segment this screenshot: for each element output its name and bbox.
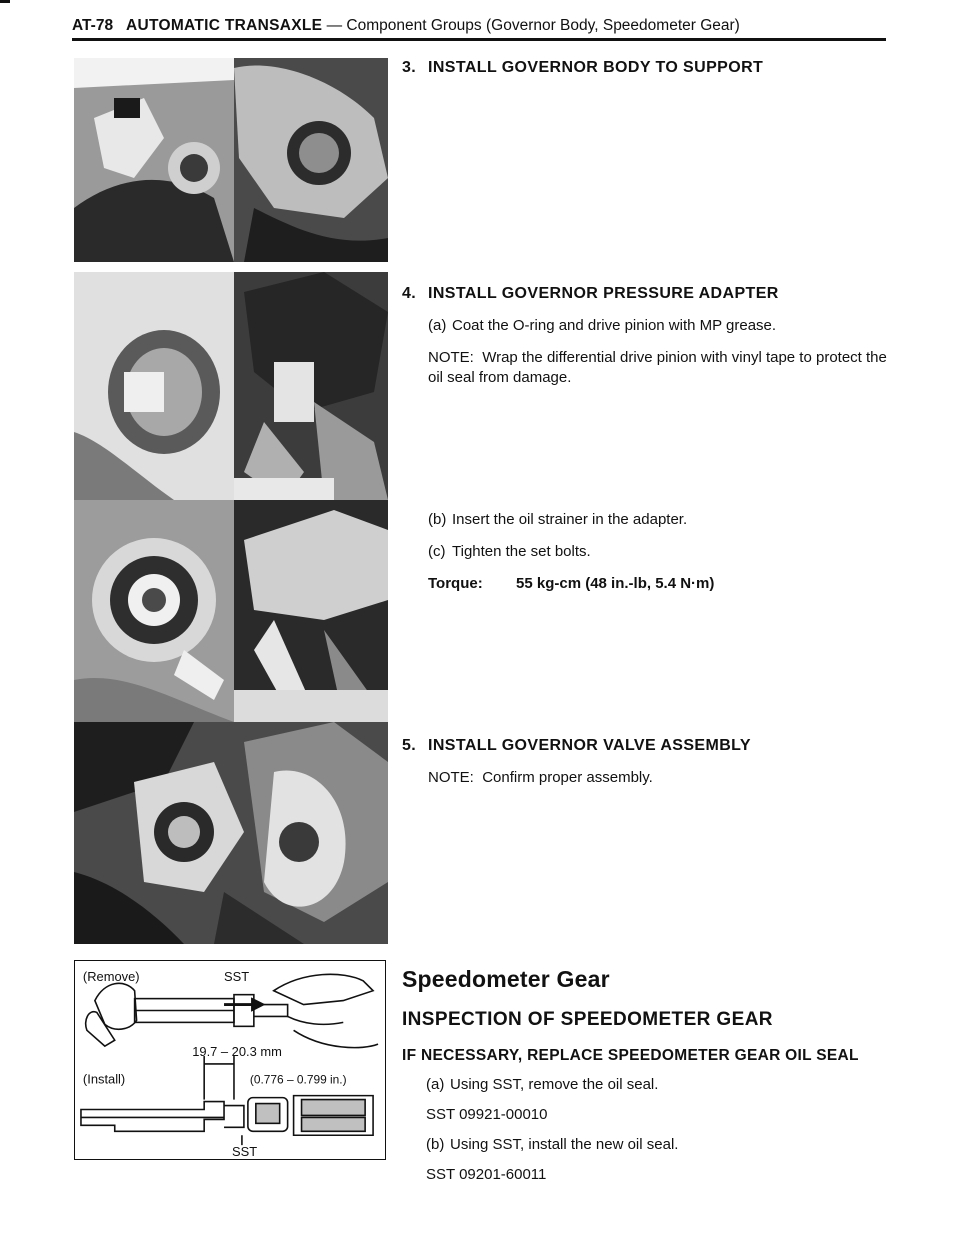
speedometer-step-a-label: (a): [426, 1076, 445, 1093]
diagram-dimension-mm: 19.7 – 20.3 mm: [192, 1044, 282, 1060]
step-5-note-text: Confirm proper assembly.: [482, 769, 653, 786]
speedometer-sst-a: SST 09921-00010: [426, 1106, 548, 1123]
step-4c-text: Tighten the set bolts.: [452, 543, 591, 560]
step-4b-text: Insert the oil strainer in the adapter.: [452, 511, 688, 528]
diagram-remove-label: (Remove): [82, 968, 140, 984]
speedometer-subtitle: INSPECTION OF SPEEDOMETER GEAR: [402, 1009, 773, 1030]
speedometer-title: Speedometer Gear: [402, 966, 610, 992]
step-4b: [428, 510, 892, 530]
step-5-title: INSTALL GOVERNOR VALVE ASSEMBLY: [428, 737, 751, 754]
step-3: [402, 58, 892, 78]
step-4a-text: Coat the O-ring and drive pinion with MP grease.: [452, 317, 777, 334]
speedometer-step-b-text: Using SST, install the new oil seal.: [450, 1136, 679, 1153]
step-3-title: INSTALL GOVERNOR BODY TO SUPPORT: [428, 59, 764, 76]
speedometer-step-a: [426, 1075, 892, 1095]
step-4a: [428, 316, 892, 336]
corner-mark: [0, 0, 10, 3]
header-rule: [72, 38, 886, 41]
subsection-title: Component Groups (Governor Body, Speedometer Gear): [346, 17, 740, 34]
step-4-note-label: NOTE:: [428, 349, 474, 366]
torque-value: 55 kg-cm (48 in.-lb, 5.4 N·m): [516, 575, 715, 592]
photo-pressure-adapter: [74, 272, 388, 500]
diagram-dimension-in: (0.776 – 0.799 in.): [249, 1072, 347, 1087]
speedometer-step-b-label: (b): [426, 1136, 445, 1153]
step-4-torque: [428, 574, 892, 594]
page-header: [72, 16, 884, 36]
page-code: AT-78: [72, 17, 114, 34]
step-4-note: [428, 348, 892, 388]
step-5: [402, 736, 892, 788]
step-4: [402, 284, 892, 388]
photo-governor-body-support: [74, 58, 388, 262]
speedometer-step-a-text: Using SST, remove the oil seal.: [450, 1076, 659, 1093]
step-4-heading: [402, 284, 892, 304]
step-3-heading: [402, 58, 892, 78]
header-dash: —: [326, 17, 343, 34]
speedometer-sst-b: SST 09201-60011: [426, 1166, 547, 1183]
step-4b-label: (b): [428, 511, 447, 528]
step-4-note-text: Wrap the differential drive pinion with vinyl tape to protect the oil seal from damage.: [428, 349, 887, 386]
speedometer-instruction: IF NECESSARY, REPLACE SPEEDOMETER GEAR OIL SEAL: [402, 1047, 859, 1064]
photo-oil-strainer: [74, 500, 388, 722]
diagram-sst-top-label: SST: [224, 968, 250, 984]
step-4c: [428, 542, 892, 562]
torque-label: Torque:: [428, 575, 483, 592]
step-5-number: 5.: [402, 737, 417, 754]
step-5-note: [428, 768, 892, 788]
speedometer-oil-seal-diagram: [74, 960, 386, 1160]
step-4-continued: [402, 510, 892, 594]
diagram-install-label: (Install): [82, 1071, 126, 1087]
diagram-sst-bottom-label: SST: [231, 1144, 258, 1159]
step-3-number: 3.: [402, 59, 417, 76]
step-5-heading: [402, 736, 892, 756]
speedometer-section: [402, 966, 892, 1185]
photo-governor-valve: [74, 722, 388, 944]
header-text: [72, 16, 884, 36]
step-5-note-label: NOTE:: [428, 769, 474, 786]
step-4-title: INSTALL GOVERNOR PRESSURE ADAPTER: [428, 285, 779, 302]
step-4c-label: (c): [428, 543, 446, 560]
section-title: AUTOMATIC TRANSAXLE: [125, 17, 323, 34]
step-4-number: 4.: [402, 285, 417, 302]
speedometer-step-b: [426, 1135, 892, 1155]
step-4a-label: (a): [428, 317, 447, 334]
